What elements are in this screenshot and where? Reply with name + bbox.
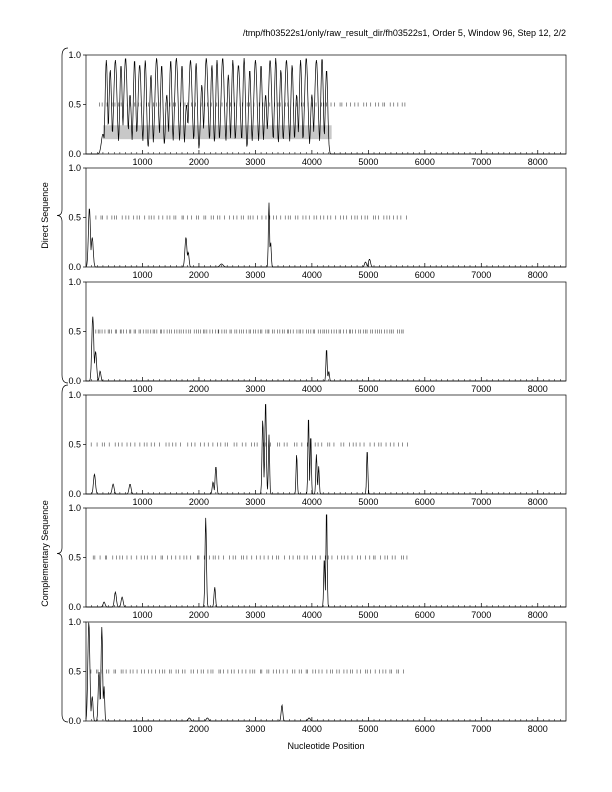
x-tick-label: 8000 bbox=[527, 384, 548, 394]
signal-line bbox=[86, 623, 566, 721]
x-tick-label: 7000 bbox=[471, 270, 492, 280]
x-tick-label: 7000 bbox=[471, 724, 492, 734]
x-tick-label: 3000 bbox=[245, 497, 266, 507]
panel-4 bbox=[68, 390, 566, 507]
x-tick-label: 6000 bbox=[414, 610, 435, 620]
y-tick-label: 0.0 bbox=[68, 716, 81, 726]
panels-area bbox=[68, 50, 566, 734]
y-tick-label: 1.0 bbox=[68, 617, 81, 627]
x-tick-label: 5000 bbox=[358, 384, 379, 394]
x-tick-label: 1000 bbox=[132, 724, 153, 734]
y-tick-label: 0.0 bbox=[68, 489, 81, 499]
x-tick-label: 2000 bbox=[188, 157, 209, 167]
x-tick-label: 7000 bbox=[471, 157, 492, 167]
x-tick-label: 1000 bbox=[132, 157, 153, 167]
y-tick-label: 1.0 bbox=[68, 390, 81, 400]
x-tick-label: 8000 bbox=[527, 724, 548, 734]
x-tick-label: 2000 bbox=[188, 270, 209, 280]
x-tick-label: 8000 bbox=[527, 157, 548, 167]
x-tick-label: 4000 bbox=[301, 157, 322, 167]
y-tick-label: 0.5 bbox=[68, 666, 81, 677]
complementary-group bbox=[40, 385, 68, 722]
x-tick-label: 4000 bbox=[301, 610, 322, 620]
panel-5 bbox=[68, 503, 566, 620]
chart-title: /tmp/fh03522s1/only/raw_result_dir/fh03522s1, Order 5, Window 96, Step 12, 2/2 bbox=[242, 28, 566, 38]
y-tick-label: 0.0 bbox=[68, 602, 81, 612]
direct-bracket bbox=[57, 48, 68, 383]
x-tick-label: 6000 bbox=[414, 270, 435, 280]
x-tick-label: 1000 bbox=[132, 610, 153, 620]
signal-line bbox=[86, 405, 566, 495]
y-tick-label: 0.5 bbox=[68, 552, 81, 563]
x-tick-label: 1000 bbox=[132, 270, 153, 280]
panel-3 bbox=[68, 277, 566, 394]
x-tick-label: 6000 bbox=[414, 157, 435, 167]
y-tick-label: 0.0 bbox=[68, 262, 81, 272]
x-tick-label: 5000 bbox=[358, 610, 379, 620]
x-tick-label: 1000 bbox=[132, 497, 153, 507]
x-tick-label: 3000 bbox=[245, 610, 266, 620]
panel-1 bbox=[68, 50, 566, 167]
signal-line bbox=[86, 515, 566, 607]
x-tick-label: 2000 bbox=[188, 497, 209, 507]
y-tick-label: 1.0 bbox=[68, 163, 81, 173]
x-tick-label: 8000 bbox=[527, 270, 548, 280]
x-tick-label: 4000 bbox=[301, 497, 322, 507]
y-tick-label: 0.5 bbox=[68, 212, 81, 223]
x-tick-label: 3000 bbox=[245, 270, 266, 280]
panel-2 bbox=[68, 163, 566, 280]
x-tick-label: 1000 bbox=[132, 384, 153, 394]
signal-line bbox=[86, 203, 566, 267]
x-tick-label: 5000 bbox=[358, 270, 379, 280]
complementary-bracket bbox=[57, 385, 68, 722]
x-tick-label: 6000 bbox=[414, 384, 435, 394]
y-tick-label: 1.0 bbox=[68, 277, 81, 287]
x-tick-label: 2000 bbox=[188, 610, 209, 620]
panel-frame bbox=[86, 395, 566, 494]
complementary-sequence-label: Complementary Sequence bbox=[40, 500, 50, 607]
panel-6 bbox=[68, 617, 566, 734]
direct-sequence-label: Direct Sequence bbox=[40, 182, 50, 249]
y-tick-label: 0.5 bbox=[68, 99, 81, 110]
group-brackets bbox=[40, 48, 68, 722]
x-tick-label: 4000 bbox=[301, 724, 322, 734]
x-tick-label: 8000 bbox=[527, 610, 548, 620]
x-tick-label: 8000 bbox=[527, 497, 548, 507]
y-tick-label: 0.5 bbox=[68, 326, 81, 337]
y-tick-label: 0.5 bbox=[68, 439, 81, 450]
x-tick-label: 3000 bbox=[245, 384, 266, 394]
x-tick-label: 7000 bbox=[471, 610, 492, 620]
x-tick-label: 5000 bbox=[358, 157, 379, 167]
x-tick-label: 7000 bbox=[471, 497, 492, 507]
x-tick-label: 6000 bbox=[414, 724, 435, 734]
y-tick-label: 0.0 bbox=[68, 149, 81, 159]
signal-line bbox=[86, 317, 566, 381]
x-tick-label: 5000 bbox=[358, 724, 379, 734]
x-tick-label: 4000 bbox=[301, 384, 322, 394]
x-axis-label: Nucleotide Position bbox=[287, 741, 365, 751]
x-tick-label: 3000 bbox=[245, 157, 266, 167]
x-tick-label: 5000 bbox=[358, 497, 379, 507]
x-tick-label: 2000 bbox=[188, 724, 209, 734]
panel-frame bbox=[86, 168, 566, 267]
x-tick-label: 2000 bbox=[188, 384, 209, 394]
x-tick-label: 6000 bbox=[414, 497, 435, 507]
direct-group bbox=[40, 48, 68, 383]
x-tick-label: 3000 bbox=[245, 724, 266, 734]
panel-frame bbox=[86, 622, 566, 721]
x-tick-label: 7000 bbox=[471, 384, 492, 394]
signal-line bbox=[86, 58, 566, 154]
y-tick-label: 0.0 bbox=[68, 376, 81, 386]
y-tick-label: 1.0 bbox=[68, 503, 81, 513]
y-tick-label: 1.0 bbox=[68, 50, 81, 60]
x-tick-label: 4000 bbox=[301, 270, 322, 280]
